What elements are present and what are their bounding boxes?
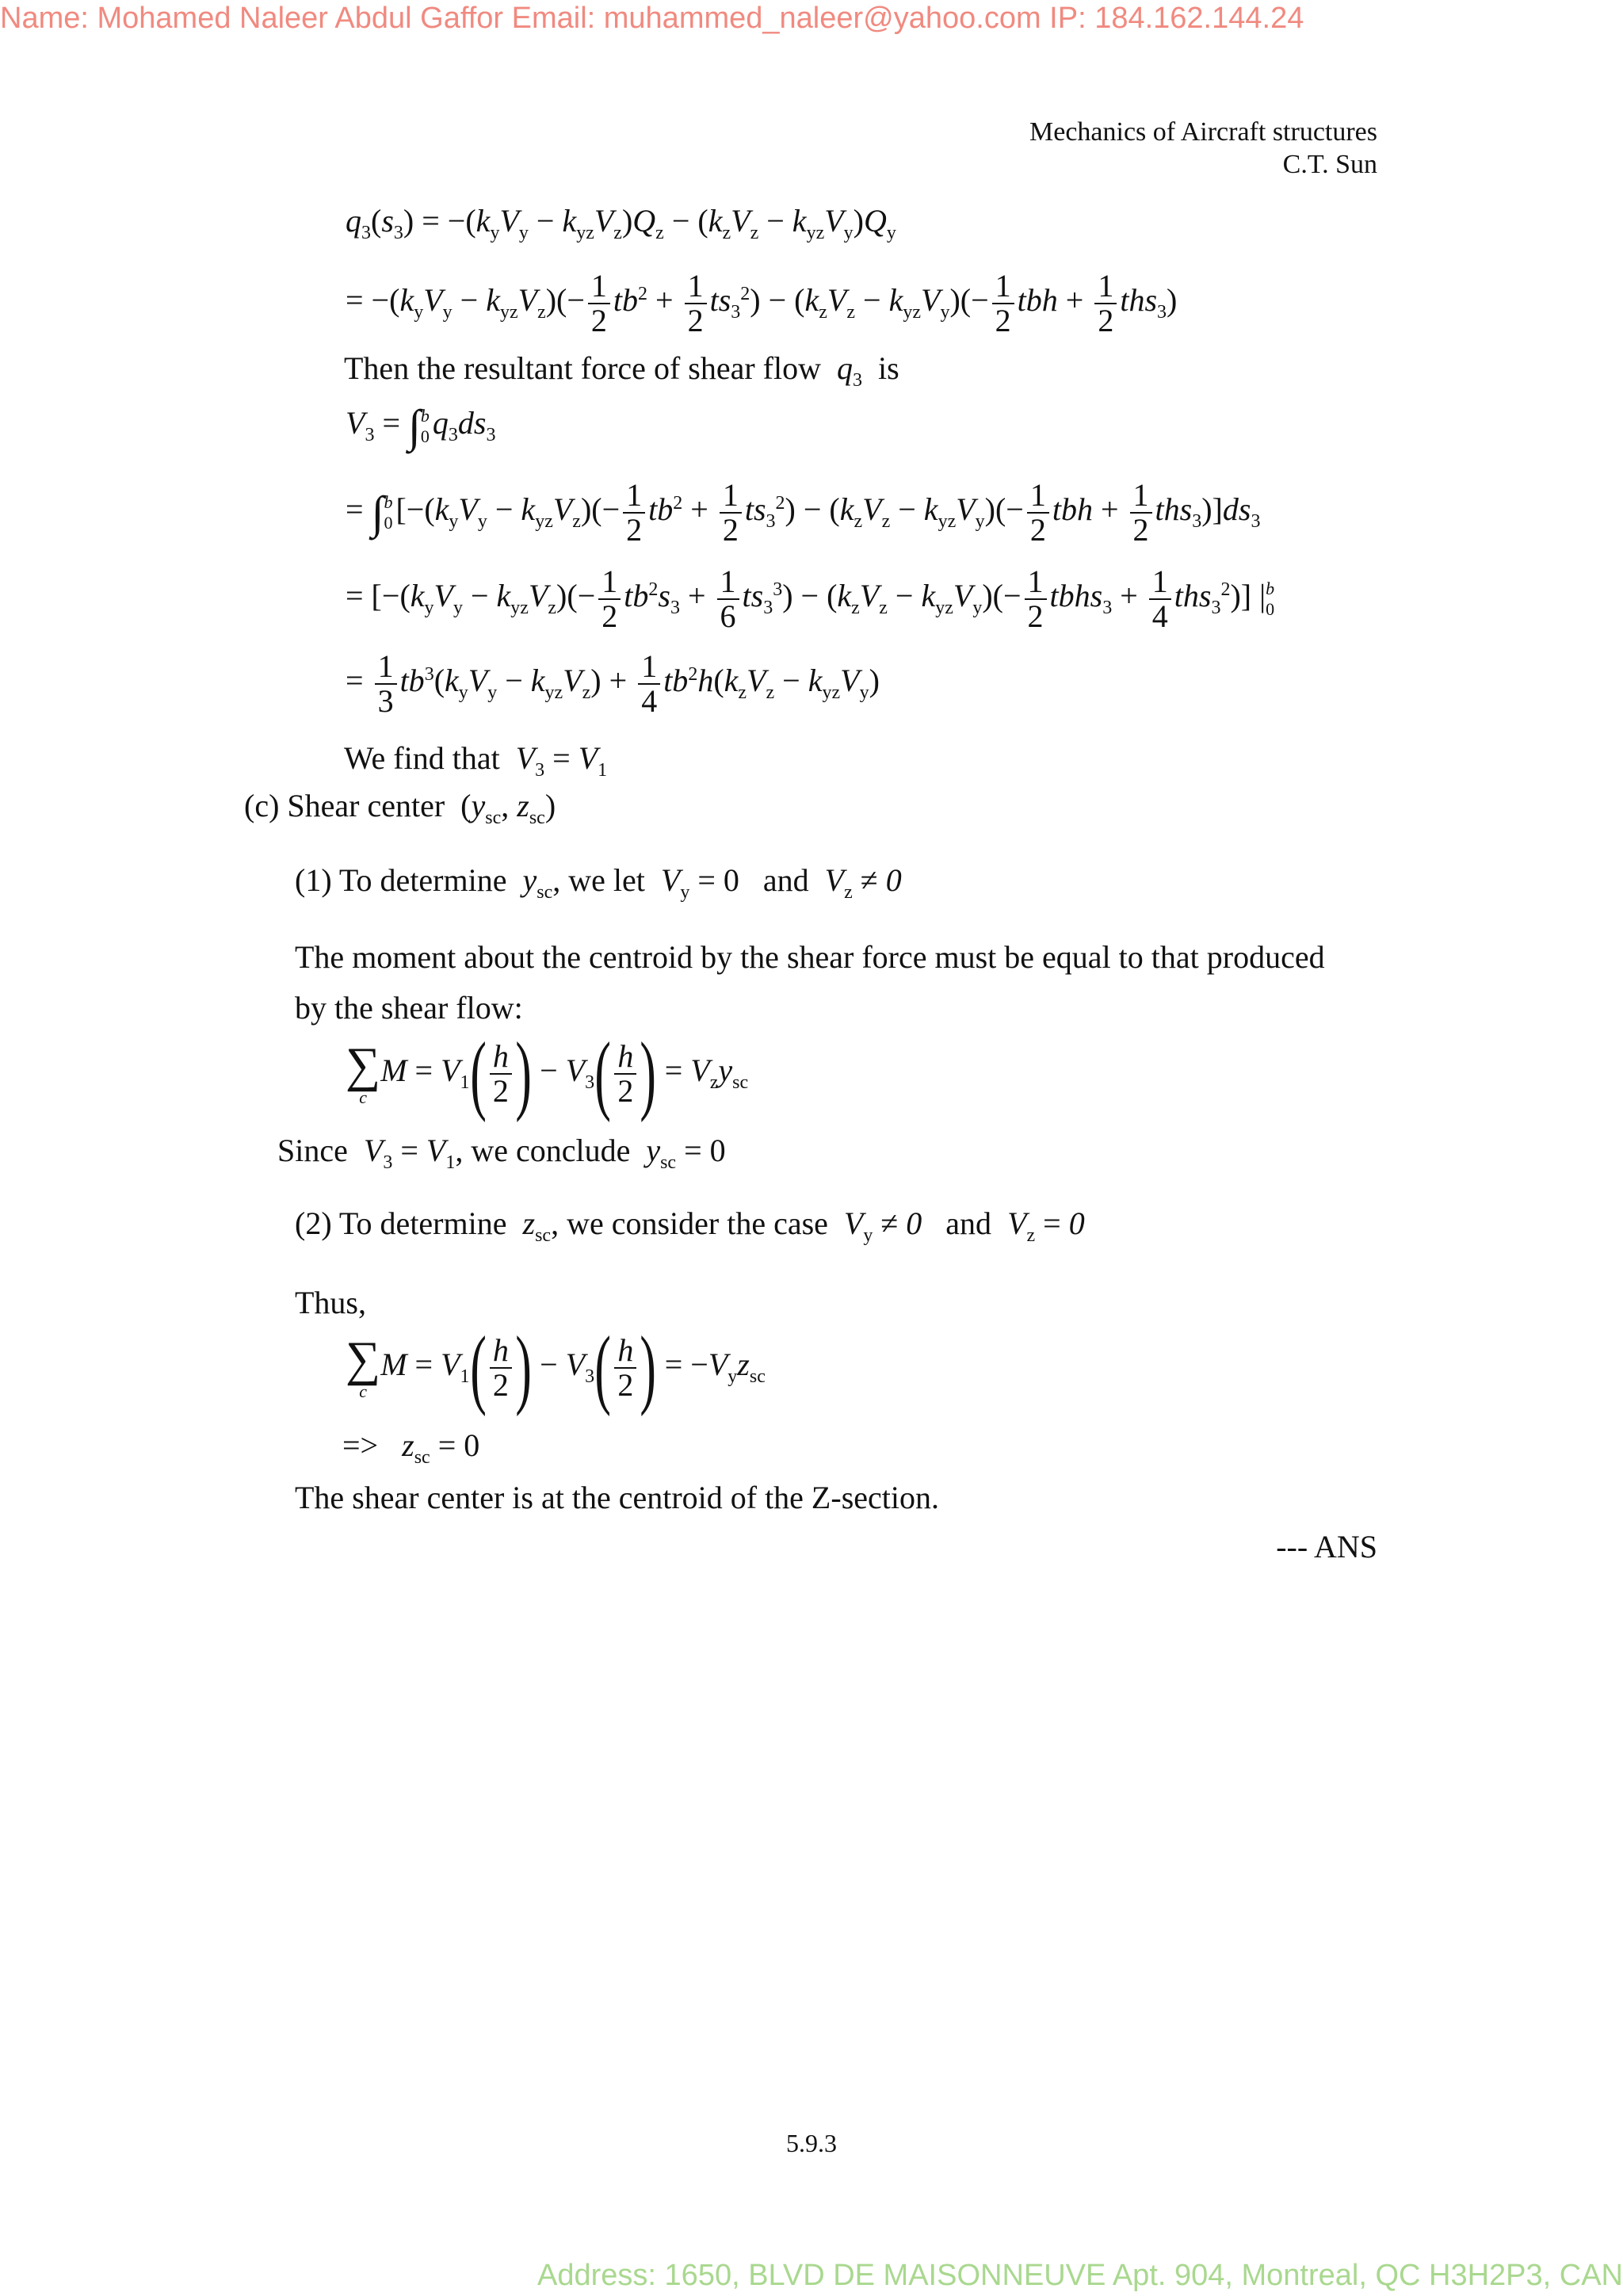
equation-q3-definition: $q_3(s_3) = -(k_yV_y - k_{yz}V_z)Q_z - (k_zV_z - k_{yz}V_y)Q_y$: [346, 203, 896, 243]
author-name: C.T. Sun: [1282, 150, 1377, 179]
step-1-statement: (1) To determine $y_{sc}$, we let $V_y = 0$ and $V_z \ne 0$: [295, 862, 902, 903]
conclusion-statement: The shear center is at the centroid of the Z-section.: [295, 1480, 939, 1515]
watermark-bottom: Address: 1650, BLVD DE MAISONNEUVE Apt. 904, Montreal, QC H3H2P3, CAN: [537, 2259, 1623, 2292]
answer-marker: --- ANS: [1276, 1529, 1377, 1564]
watermark-top: Name: Mohamed Naleer Abdul Gaffor Email: muhammed_naleer@yahoo.com IP: 184.162.144.24: [0, 2, 1304, 35]
moment-statement-line2: by the shear flow:: [295, 990, 523, 1026]
section-c-heading: (c) Shear center ($y_{sc}$, $z_{sc}$): [244, 788, 556, 828]
equation-q3-expanded: = $-(k_yV_y - k_{yz}V_z)(-$ $\frac{1}{2}$ $tb^2$ + $\frac{1}{2}$ $ts_3^2) - (k_zV_z - k_{yz}V_y)(-$ $\frac{1}{2}$ tbh + $\frac{1}{2}$ ths$_3$): [346, 268, 1178, 338]
page-header: [1029, 116, 1377, 181]
equation-v3-evaluated: = [$-(k_yV_y - k_{yz}V_z)(-$ $\frac{1}{2}$ $tb^2s_3$ + $\frac{1}{6}$ $ts_3^3) - (k_zV_z - k_{yz}V_y)(-$ $\frac{1}{2}$ tbhs$_3$ + $\frac{1}{4}$ ths$_3^2$)] |b 0: [346, 563, 1275, 634]
finding-v3-equals-v1: We find that $V_3 = V_1$: [344, 740, 608, 781]
course-title: Mechanics of Aircraft structures: [1029, 117, 1377, 147]
step-2-statement: (2) To determine $z_{sc}$, we consider the case $V_y \ne 0$ and $V_z = 0$: [295, 1205, 1085, 1246]
equation-moment-y: ∑ c $M = V_1$( $\frac{h}{2}$ ) − $V_3$( $\frac{h}{2}$ ) = $V_zy_{sc}$: [346, 1025, 749, 1123]
since-conclusion: Since $V_3 = V_1$, we conclude $y_{sc} = 0$: [277, 1133, 726, 1173]
thus-label: Thus,: [295, 1285, 366, 1320]
resultant-intro: Then the resultant force of shear flow $q_3$ is: [344, 350, 899, 391]
equation-v3-integral: $V_3 = \int b$ 0 $q_3ds_3$: [346, 399, 496, 452]
equation-v3-result: = $\frac{1}{3}$ $tb^3(k_yV_y - k_{yz}V_z)$ + $\frac{1}{4}$ $tb^2h(k_zV_z - k_{yz}V_y)$: [346, 648, 880, 719]
page-number: 5.9.3: [786, 2129, 837, 2157]
result-zsc: => $z_{sc} = 0$: [342, 1427, 480, 1468]
equation-v3-substituted: = ∫b 0 [$-(k_yV_y - k_{yz}V_z)(-$ $\frac{1}{2}$ $tb^2$ + $\frac{1}{2}$ $ts_3^2) - (k_zV_z - k_{yz}V_y)(-$ $\frac{1}{2}$ tbh + $\frac{1}{2}$ $ths_3)]ds_3$: [346, 477, 1261, 548]
moment-statement-line1: The moment about the centroid by the shear force must be equal to that produced: [295, 939, 1325, 975]
equation-moment-z: ∑ c $M = V_1$( $\frac{h}{2}$ ) − $V_3$( $\frac{h}{2}$ ) = $-V_yz_{sc}$: [346, 1319, 766, 1417]
